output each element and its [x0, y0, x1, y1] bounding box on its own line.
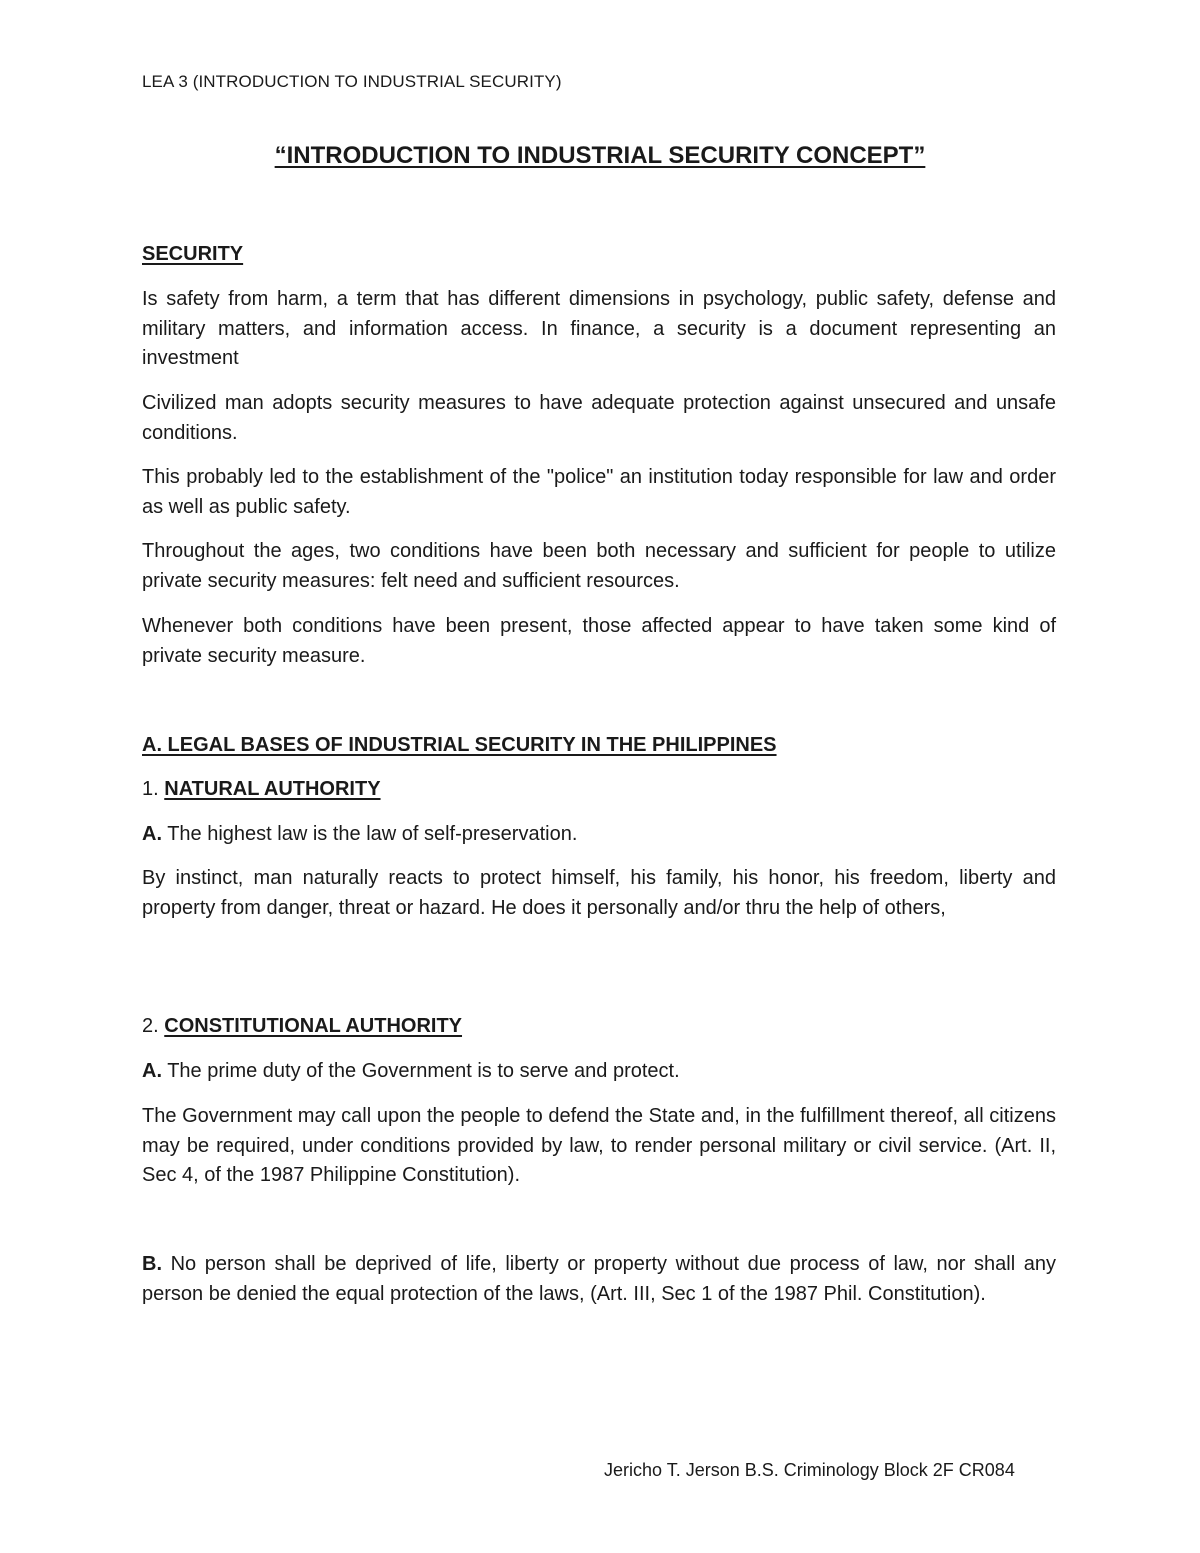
natural-authority-paragraph: By instinct, man naturally reacts to protect himself, his family, his honor, his freedom, liberty and property from danger, threat or hazard. He does it personally and/or thru the help of others, [142, 867, 1056, 919]
constitutional-point-b [142, 1250, 1056, 1309]
natural-authority-heading [142, 775, 1056, 805]
constitutional-point-b-label: B. [142, 1253, 162, 1275]
page-footer: Jericho T. Jerson B.S. Criminology Block 2F CR084 [604, 1460, 1015, 1480]
natural-authority-title: NATURAL AUTHORITY [164, 778, 381, 800]
natural-authority-point-a [142, 820, 1056, 850]
security-paragraph-1: Is safety from harm, a term that has different dimensions in psychology, public safety, defense and military matters, and information access. In finance, a security is a document representing an investment [142, 288, 1056, 369]
natural-point-a-text: The highest law is the law of self-preservation. [162, 823, 578, 845]
security-heading: SECURITY [142, 243, 244, 265]
constitutional-authority-title: CONSTITUTIONAL AUTHORITY [164, 1015, 463, 1037]
constitutional-point-b-text: No person shall be deprived of life, liberty or property without due process of law, nor shall any person be denied the equal protection of the laws, (Art. III, Sec 1 of the 1987 Phil. Constitution). [142, 1253, 1056, 1305]
constitutional-authority-number: 2. [142, 1015, 165, 1037]
security-paragraph-4: Throughout the ages, two conditions have been both necessary and sufficient for people to utilize private security measures: felt need and sufficient resources. [142, 540, 1056, 592]
constitutional-point-a-label: A. [142, 1060, 162, 1082]
security-paragraph-3: This probably led to the establishment of the "police" an institution today responsible for law and order as well as public safety. [142, 466, 1056, 518]
natural-point-a-label: A. [142, 823, 162, 845]
constitutional-paragraph: The Government may call upon the people to defend the State and, in the fulfillment thereof, all citizens may be required, under conditions provided by law, to render personal military or civil service. (Art. II, Sec 4, of the 1987 Philippine Constitution). [142, 1105, 1056, 1186]
document-title: “INTRODUCTION TO INDUSTRIAL SECURITY CONCEPT” [274, 142, 926, 169]
security-paragraph-5: Whenever both conditions have been present, those affected appear to have taken some kind of private security measure. [142, 615, 1056, 667]
constitutional-point-a [142, 1057, 1056, 1087]
security-paragraph-2: Civilized man adopts security measures to have adequate protection against unsecured and unsafe conditions. [142, 392, 1056, 444]
constitutional-authority-heading [142, 1012, 1056, 1042]
natural-authority-number: 1. [142, 778, 165, 800]
legal-bases-heading: A. LEGAL BASES OF INDUSTRIAL SECURITY IN THE PHILIPPINES [142, 734, 777, 756]
page-header: LEA 3 (INTRODUCTION TO INDUSTRIAL SECURITY) [142, 72, 562, 91]
constitutional-point-a-text: The prime duty of the Government is to serve and protect. [162, 1060, 680, 1082]
